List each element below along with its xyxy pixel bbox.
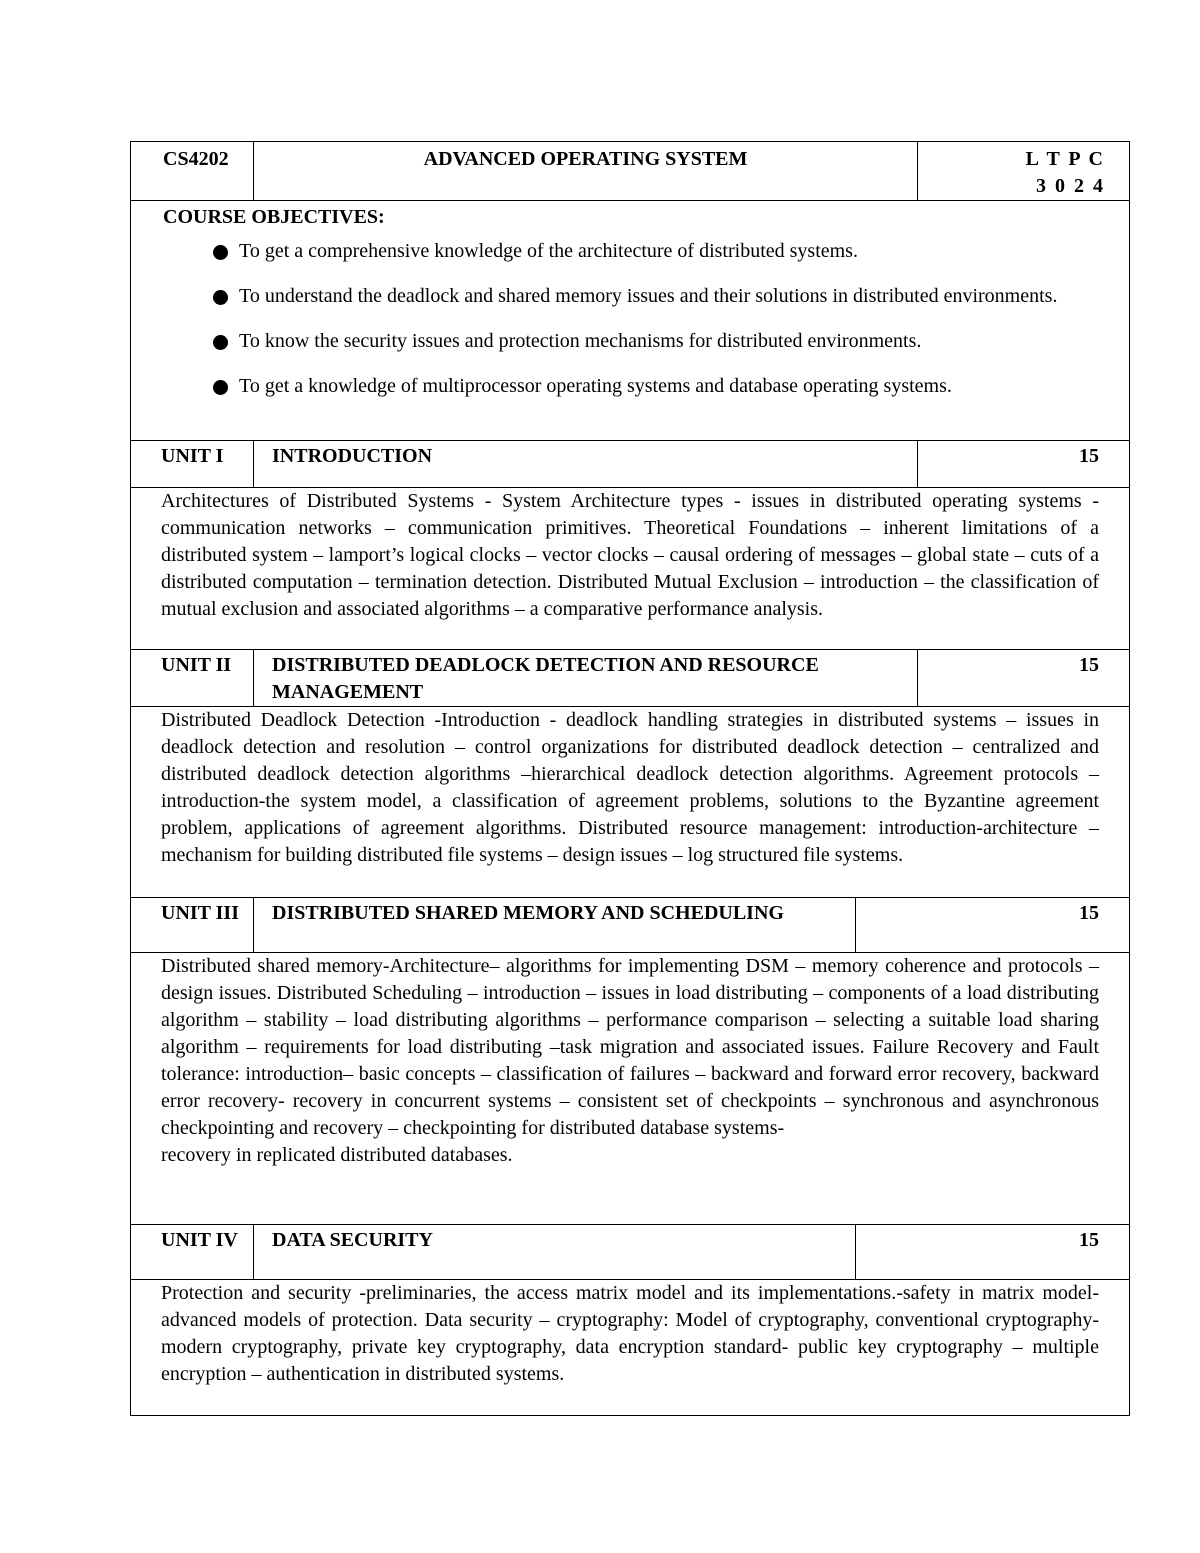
unit-content-row (131, 707, 1130, 898)
course-code: CS4202 (131, 142, 254, 201)
unit-content-row (131, 953, 1130, 1225)
objective-item: To get a comprehensive knowledge of the architecture of distributed systems. (213, 235, 1109, 267)
unit-label: UNIT II (131, 650, 254, 707)
unit-title: DISTRIBUTED DEADLOCK DETECTION AND RESOURCE MANAGEMENT (254, 650, 918, 707)
bullet-icon (213, 335, 228, 350)
unit-content-text: Distributed shared memory-Architecture– algorithms for implementing DSM – memory coherence and protocols – design issues. Distributed Scheduling – introduction – issues in load distributing – components of a load distributing algorithm – stability – load distributing algorithms – performance comparison – selecting a suitable load sharing algorithm – requirements for load distributing –task migration and associated issues. Failure Recovery and Fault tolerance: introduction– basic concepts – classification of failures – backward and forward error recovery, backward error recovery- recovery in concurrent systems – consistent set of checkpoints – synchronous and asynchronous checkpointing and recovery – checkpointing for distributed database systems- (161, 955, 1099, 1139)
unit-hours: 15 (918, 441, 1130, 488)
unit-content: Protection and security -preliminaries, the access matrix model and its implementations.-safety in matrix model- advanced models of protection. Data security – cryptography: Model of cryptography, conventional cryptography- modern cryptography, private key cryptography, data encryption standard- public key cryptography – multiple encryption – authentication in distributed systems. (131, 1280, 1130, 1416)
unit-hours: 15 (918, 650, 1130, 707)
ltpc-labels: L T P C (1025, 148, 1105, 170)
bullet-icon (213, 290, 228, 305)
unit-label: UNIT I (131, 441, 254, 488)
objective-item: To know the security issues and protection mechanisms for distributed environments. (213, 325, 1109, 357)
ltpc-cell (918, 142, 1130, 201)
objectives-heading: COURSE OBJECTIVES: (163, 206, 385, 228)
unit-header-row (131, 1225, 1130, 1280)
unit-title: INTRODUCTION (254, 441, 918, 488)
objectives-cell (131, 201, 1130, 441)
unit-content (131, 953, 1130, 1225)
course-title: ADVANCED OPERATING SYSTEM (254, 142, 918, 201)
unit-content: Architectures of Distributed Systems - System Architecture types - issues in distributed operating systems - communication networks – communication primitives. Theoretical Foundations – inherent limitations of a distributed system – lamport’s logical clocks – vector clocks – causal ordering of messages – global state – cuts of a distributed computation – termination detection. Distributed Mutual Exclusion – introduction – the classification of mutual exclusion and associated algorithms – a comparative performance analysis. (131, 488, 1130, 650)
unit-content-row (131, 488, 1130, 650)
bullet-icon (213, 245, 228, 260)
objective-item: To understand the deadlock and shared memory issues and their solutions in distributed environments. (213, 280, 1109, 312)
syllabus-table (130, 141, 1130, 1416)
unit-content: Distributed Deadlock Detection -Introduction - deadlock handling strategies in distributed systems – issues in deadlock detection and resolution – control organizations for distributed deadlock detection – centralized and distributed deadlock detection algorithms –hierarchical deadlock detection algorithms. Agreement protocols – introduction-the system model, a classification of agreement problems, solutions to the Byzantine agreement problem, applications of agreement algorithms. Distributed resource management: introduction-architecture – mechanism for building distributed file systems – design issues – log structured file systems. (131, 707, 1130, 898)
unit-label: UNIT IV (131, 1225, 254, 1280)
unit-title: DATA SECURITY (254, 1225, 856, 1280)
unit-header-row (131, 898, 1130, 953)
unit-header-row (131, 650, 1130, 707)
unit-label: UNIT III (131, 898, 254, 953)
unit-content-row (131, 1280, 1130, 1416)
unit-hours: 15 (856, 1225, 1130, 1280)
objectives-list (163, 235, 1109, 402)
bullet-icon (213, 380, 228, 395)
objective-item: To get a knowledge of multiprocessor operating systems and database operating systems. (213, 370, 1109, 402)
unit-hours: 15 (856, 898, 1130, 953)
unit-content-text-extra: recovery in replicated distributed databases. (161, 1144, 513, 1166)
ltpc-values: 3 0 2 4 (1036, 175, 1105, 197)
course-header-row (131, 142, 1130, 201)
objectives-row (131, 201, 1130, 441)
unit-title: DISTRIBUTED SHARED MEMORY AND SCHEDULING (254, 898, 856, 953)
unit-header-row (131, 441, 1130, 488)
